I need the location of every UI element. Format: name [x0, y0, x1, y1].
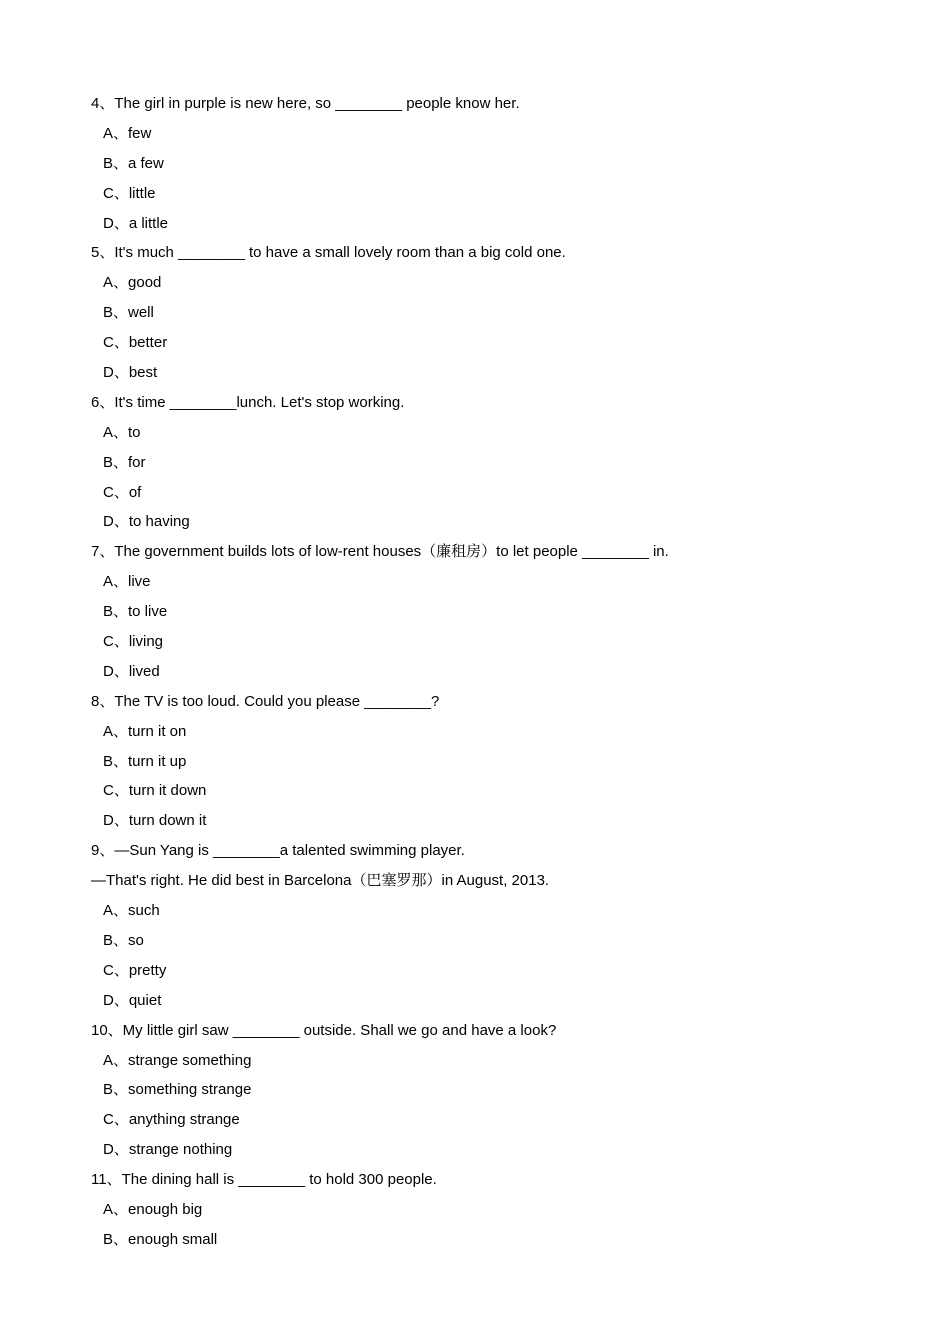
option-c: C、of	[103, 483, 142, 501]
question-text: 5、It's much ________ to have a small lovely room than a big cold one.	[91, 244, 566, 262]
question-11	[91, 1165, 891, 1255]
question-text: 4、The girl in purple is new here, so ________ people know her.	[91, 95, 520, 112]
question-9	[91, 836, 891, 1015]
option-b: B、so	[103, 931, 144, 949]
option-a: A、turn it on	[103, 722, 187, 740]
option-b: B、well	[103, 304, 154, 322]
option-a: A、to	[103, 423, 141, 441]
option-d: D、a little	[103, 214, 169, 232]
option-b: B、something strange	[103, 1081, 252, 1099]
question-text: 7、The government builds lots of low-rent houses（廉租房）to let people ________ in.	[91, 543, 669, 561]
question-text: 6、It's time ________lunch. Let's stop working.	[91, 393, 405, 411]
option-d: D、best	[103, 364, 158, 382]
option-b: B、to live	[103, 603, 168, 621]
question-text: 8、The TV is too loud. Could you please ________?	[91, 692, 440, 710]
question-text: 9、—Sun Yang is ________a talented swimming player.	[91, 842, 465, 860]
option-b: B、turn it up	[103, 752, 187, 770]
option-c: C、better	[103, 334, 168, 352]
option-a: A、strange something	[103, 1051, 252, 1069]
option-c: C、turn it down	[103, 782, 207, 800]
option-a: A、few	[103, 124, 152, 142]
option-c: C、pretty	[103, 961, 167, 979]
option-a: A、enough big	[103, 1200, 203, 1218]
option-a: A、such	[103, 902, 160, 920]
question-4	[91, 89, 891, 238]
option-a: A、good	[103, 274, 162, 292]
question-6	[91, 388, 891, 537]
option-d: D、lived	[103, 662, 160, 680]
question-text-continued: —That's right. He did best in Barcelona（巴塞罗那）in August, 2013.	[91, 872, 550, 890]
question-10	[91, 1016, 891, 1165]
question-text: 10、My little girl saw ________ outside. Shall we go and have a look?	[91, 1021, 557, 1039]
option-d: D、to having	[103, 513, 190, 531]
question-5	[91, 238, 891, 387]
option-b: B、a few	[103, 154, 164, 172]
option-d: D、strange nothing	[103, 1141, 233, 1159]
option-d: D、quiet	[103, 991, 162, 1009]
question-7	[91, 537, 891, 686]
option-a: A、live	[103, 573, 151, 591]
option-b: B、for	[103, 453, 146, 471]
question-list	[91, 89, 891, 1255]
option-c: C、living	[103, 633, 164, 651]
option-d: D、turn down it	[103, 812, 207, 830]
option-c: C、anything strange	[103, 1111, 240, 1129]
option-b: B、enough small	[103, 1230, 218, 1248]
question-text: 11、The dining hall is ________ to hold 300 people.	[91, 1171, 437, 1189]
option-c: C、little	[103, 184, 156, 202]
question-8	[91, 687, 891, 836]
